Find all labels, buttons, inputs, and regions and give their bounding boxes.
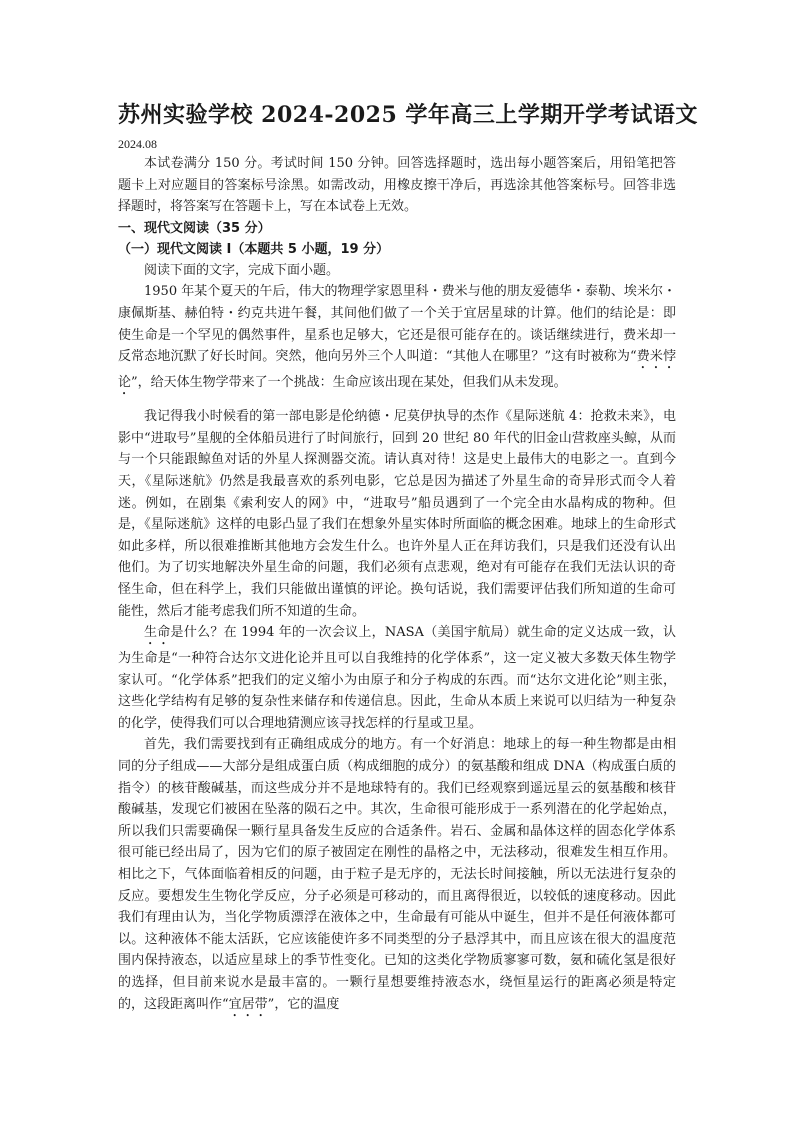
section-heading: 一、现代文阅读（35 分） bbox=[118, 220, 271, 236]
article-paragraph-4 bbox=[118, 734, 676, 1019]
exam-instructions: 本试卷满分 150 分。考试时间 150 分钟。回答选择题时，选出每小题答案后，用铅笔把答题卡上对应题目的答案标号涂黑。如需改动，用橡皮擦干净后，再选涂其他答案标号。回答非选择题时，将答案写在答题卡上，写在本试卷上无效。 bbox=[118, 156, 676, 215]
article-text: 首先，我们需要找到有正确组成成分的地方。有一个好消息：地球上的每一种生物都是由相同的分子组成——大部分是组成蛋白质（构成细胞的成分）的氨基酸和组成 DNA（构成蛋白质的指令）的核苷酸碱基，而这些成分并不是地球特有的。我们已经观察到遥远星云的氨基酸和核苷酸碱基，发现它们被困在坠落的陨石之中。其次，生命很可能形成于一系列潜在的化学起始点，所以我们只需要确保一颗行星具备发生反应的合适条件。岩石、金属和晶体这样的固态化学体系很可能已经出局了，因为它们的原子被固定在刚性的晶格之中，无法移动，很难发生相互作用。相比之下，气体面临着相反的问题，由于粒子是无序的，无法长时间接触，所以无法进行复杂的反应。要想发生生物化学反应，分子必须是可移动的，而且离得很近，以较低的速度移动。因此我们有理由认为，当化学物质漂浮在液体之中，生命最有可能从中诞生，但并不是任何液体都可以。这种液体不能太活跃，它应该能使许多不同类型的分子悬浮其中，而且应该在很大的温度范围内保持液态，以适应星球上的季节性变化。已知的这类化学物质寥寥可数，氨和硫化氢是很好的选择，但目前来说水是最丰富的。一颗行星想要维持液态水，绕恒星运行的距离必须是特定的，这段距离叫作“ bbox=[118, 737, 676, 1012]
exam-date: 2024.08 bbox=[118, 137, 157, 151]
article-paragraph-2: 我记得我小时候看的第一部电影是伦纳德・尼莫伊执导的杰作《星际迷航 4：抢救未来》，电影中“进取号”星舰的全体船员进行了时间旅行，回到 20 世纪 80 年代的旧金山营救座头鲸，从而与一个只能跟鲸鱼对话的外星人探测器交流。请认真对待！这是史上最伟大的电影之一。直到今天，《星际迷航》仍然是我最喜欢的系列电影，它总是因为描述了外星生命的奇异形式而令人着迷。例如，在剧集《索利安人的网》中，“进取号”船员遇到了一个完全由水晶构成的物种。但是，《星际迷航》这样的电影凸显了我们在想象外星实体时所面临的概念困难。地球上的生命形式如此多样，所以很难推断其他地方会发生什么。也许外星人正在拜访我们，只是我们还没有认出他们。为了切实地解决外星生命的问题，我们必须有点悲观，绝对有可能存在我们无法认识的奇怪生命，但在科学上，我们只能做出谨慎的评论。换句话说，我们需要评估我们所知道的生命可能性，然后才能考虑我们所不知道的生命。 bbox=[118, 409, 676, 619]
article-text: 1950 年某个夏天的午后，伟大的物理学家恩里科・费米与他的朋友爱德华・泰勒、埃米尔・康佩斯基、赫伯特・约克共进午餐，其间他们做了一个关于宜居星球的计算。他们的结论是：即使生命是一个罕见的偶然事件，星系也足够大，它还是很可能存在的。谈话继续进行，费米却一反常态地沉默了好长时间。突然，他向另外三个人叫道：“其他人在哪里？”这有时被称为“ bbox=[118, 284, 676, 365]
article-paragraph-3 bbox=[118, 622, 676, 734]
article-text: ”，它的温度 bbox=[267, 996, 340, 1012]
article-paragraph-1 bbox=[118, 281, 676, 398]
sub-section-heading: （一）现代文阅读 I（本题共 5 小题，19 分） bbox=[118, 241, 390, 257]
emphasized-term: 费米悖论 bbox=[118, 349, 676, 391]
exam-title: 苏州实验学校 2024-2025 学年高三上学期开学考试语文 bbox=[118, 102, 698, 128]
article-text: 是什么？在 1994 年的一次会议上，NASA（美国宇航局）就生命的定义达成一致，认为生命是“一种符合达尔文进化论并且可以自我维持的化学体系”，这一定义被大多数天体生物学家认可。“化学体系”把我们的定义缩小为由原子和分子构成的东西。而“达尔文进化论”则主张，这些化学结构有足够的复杂性来储存和传递信息。因此，生命从本质上来说可以归结为一种复杂的化学，使得我们可以合理地猜测应该寻找怎样的行星或卫星。 bbox=[118, 625, 676, 731]
reading-prompt: 阅读下面的文字，完成下面小题。 bbox=[144, 262, 340, 278]
emphasized-term: 生命 bbox=[144, 625, 171, 641]
article-text: ”，给天体生物学带来了一个挑战：生命应该出现在某处，但我们从未发现。 bbox=[131, 375, 567, 391]
emphasized-term: 宜居带 bbox=[228, 996, 268, 1012]
